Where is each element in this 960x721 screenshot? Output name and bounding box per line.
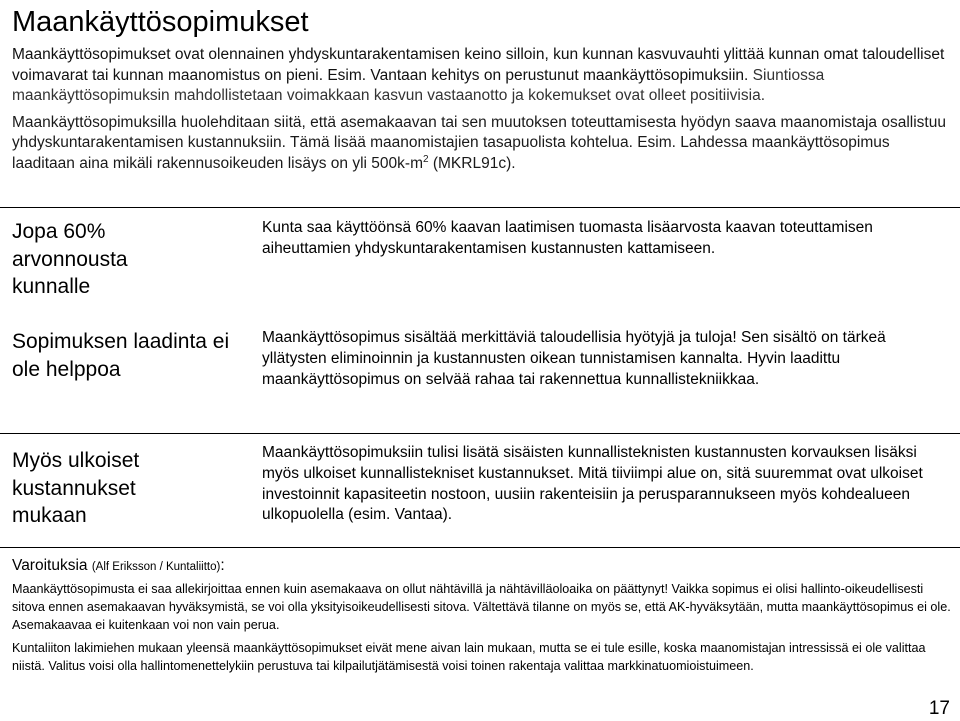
row-3-label: Myös ulkoiset kustannukset mukaan bbox=[12, 449, 140, 527]
divider bbox=[0, 207, 960, 208]
intro-paragraph-2-text: Maankäyttösopimuksilla huolehditaan siitä, että asemakaavan tai sen muutoksen toteuttamisesta hyödyn saava maanomistaja osallistuu yhdyskuntarakentamisen kustannuksiin. Tämä lisää maanomistajien tasapuolista kohtelua. Esim. Lahdessa maankäyttösopimus laaditaan aina mikäli rakennusoikeuden lisäys on yli 500k-m bbox=[12, 113, 946, 172]
warning-paragraph-2: Kuntaliiton lakimiehen mukaan yleensä maankäyttösopimukset eivät mene aivan lain mukaan, mutta se ei tule esille, koska maanomistajan intressissä ei ole valittaa niistä. Valitus voisi olla hallintomenettelykiin perustuva tai kilpailutjätämisestä voisi toinen rakentaja valittaa markkinatuomioistuimeen. bbox=[12, 641, 926, 673]
warnings-heading-colon: : bbox=[220, 557, 225, 574]
warning-paragraph-1: Maankäyttösopimusta ei saa allekirjoittaa ennen kuin asemakaava on ollut nähtävillä ja nähtävilläoloaika on päättynyt! Vaikka sopimus ei olisi hallinto-oikeudellisesti sitova ennen asemakaavan hyväksymistä, se voi olla yksityisoikeudellisesti sitova. Vältettävä tilanne on myös se, että AK-hyväksytään, mutta maankäyttösopimus ei ole. Asemakaavaa ei kuitenkaan voi non vain perua. bbox=[12, 582, 951, 632]
warnings-heading bbox=[12, 556, 225, 577]
intro-paragraph-2 bbox=[12, 113, 952, 175]
page-number: 17 bbox=[928, 698, 950, 719]
row-2-label: Sopimuksen laadinta ei ole helppoa bbox=[12, 330, 230, 381]
row-1-text: Kunta saa käyttöönsä 60% kaavan laatimisen tuomasta lisäarvosta kaavan toteuttamisen aiheuttamien yhdyskuntarakentamisen kustannusten kattamiseen. bbox=[262, 219, 873, 257]
page-title: Maankäyttösopimukset bbox=[12, 6, 309, 38]
row-2-text: Maankäyttösopimus sisältää merkittäviä taloudellisia hyötyjä ja tuloja! Sen sisältö on tärkeä yllätysten eliminoinnin ja kustannusten oikean tunnistamisen kannalta. Hyvin laadittu maankäyttösopimus on selvää rahaa tai rakennettua kunnallistekniikkaa. bbox=[262, 329, 886, 388]
warnings-heading-text: Varoituksia bbox=[12, 557, 88, 574]
row-3-text: Maankäyttösopimuksiin tulisi lisätä sisäisten kunnallisteknisten kustannusten korvauksen lisäksi myös ulkoiset kunnallistekniset kustannukset. Mitä tiiviimpi alue on, sitä suuremmat ovat ulkoiset investoinnit kapasiteetin nostoon, uusiin rakenteisiin ja perusparannukseen myös kohdealueen ulkopuolella (esim. Vantaa). bbox=[262, 444, 923, 524]
intro-text bbox=[12, 45, 952, 175]
intro-paragraph-1-part-b: Siuntiossa maankäyttösopimuksin mahdollistetaan voimakkaan kasvun vastaanotto ja kokemukset ovat olleet positiivisia. bbox=[12, 66, 825, 105]
divider bbox=[0, 547, 960, 548]
divider bbox=[0, 433, 960, 434]
superscript: 2 bbox=[422, 153, 429, 165]
intro-paragraph-2-end: (MKRL91c). bbox=[428, 154, 516, 172]
intro-paragraph-1 bbox=[12, 45, 952, 107]
intro-paragraph-1-part-a: Maankäyttösopimukset ovat olennainen yhdyskuntarakentamisen keino silloin, kun kunnan kasvuvauhti ylittää kunnan omat taloudelliset voimavarat tai kunnan maanomistus on pieni. Esim. Vantaan kehitys on perustunut maankäyttösopimuksiin. bbox=[12, 46, 945, 84]
row-1-label: Jopa 60% arvonnousta kunnalle bbox=[12, 220, 128, 298]
warnings-source: (Alf Eriksson / Kuntaliitto) bbox=[91, 561, 221, 573]
